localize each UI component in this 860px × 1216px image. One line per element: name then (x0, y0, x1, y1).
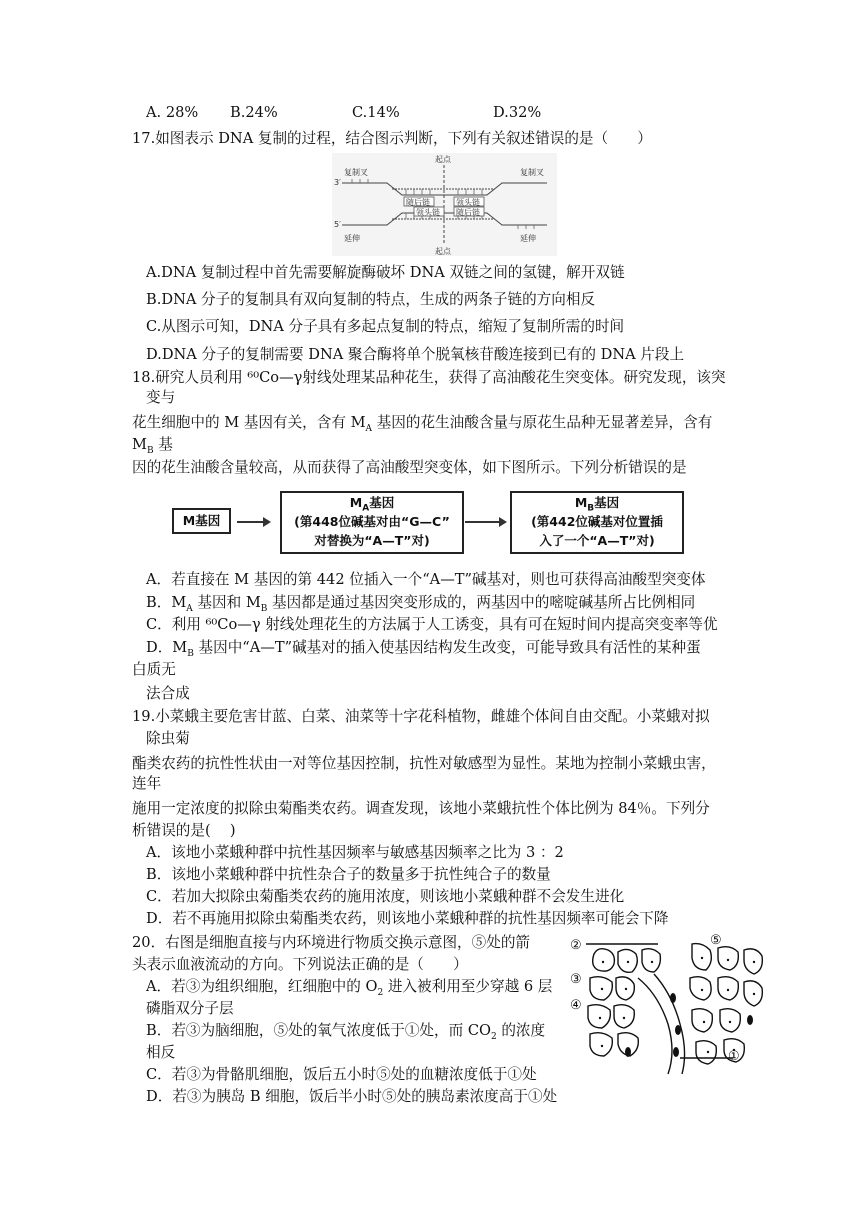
flow-arrow-1 (237, 521, 269, 523)
q18-stem-line2 (132, 414, 712, 432)
q16-option-d: D.32% (493, 104, 542, 121)
fork-right-label: 复制叉 (520, 168, 544, 177)
ma-gene-box (280, 491, 464, 554)
q20-option-c: C．若③为骨骼肌细胞，饭后五小时⑤处的血糖浓度低于①处 (146, 1066, 537, 1083)
q20-stem-line1: 20．右图是细胞直接与内环境进行物质交换示意图，⑤处的箭 (132, 934, 531, 951)
q17-stem: 17.如图表示 DNA 复制的过程，结合图示判断，下列有关叙述错误的是（ ） (132, 130, 652, 147)
q18-line2-text: 花生细胞中的 M 基因有关，含有 M (132, 414, 366, 431)
q20-option-a-line2: 磷脂双分子层 (146, 1000, 234, 1017)
fork-left-label: 复制叉 (344, 168, 368, 177)
q18-option-b: B．$M_A$ 基因和 $M_B$ 基因都是通过基因突变形成的，两基因中的嘧啶碱基所占比例相同 (146, 594, 696, 614)
fig-label-4: ④ (570, 998, 582, 1013)
leading-strand-label-1: 领头链 (456, 198, 480, 207)
fig-label-2: ② (570, 938, 582, 953)
tissue-exchange-figure (568, 934, 768, 1076)
q18-option-c: C．利用 ⁶⁰Co—γ 射线处理花生的方法属于人工诱变，具有可在短时间内提高突变率等优 (146, 616, 718, 633)
q20-stem-line2: 头表示血液流动的方向。下列说法正确的是（ ） (132, 956, 468, 973)
q20-option-b: B．若③为脑细胞，⑤处的氧气浓度低于①处，而 $CO_2$ 的浓度 (146, 1022, 546, 1042)
q19-stem-line2b: 连年 (132, 775, 162, 792)
mb-gene-desc-2: 入了一个“A—T”对) (539, 533, 655, 548)
origin-bottom-label: 起点 (435, 247, 451, 256)
ma-gene-desc-1: (第448位碱基对由“G—C” (294, 514, 450, 529)
q17-option-c: C.从图示可知，DNA 分子具有多起点复制的特点，缩短了复制所需的时间 (146, 318, 625, 335)
mb-gene-title: $M_B$基因 (574, 495, 620, 514)
end-5-label: 5′ (334, 220, 341, 229)
q18-stem-line1: 18.研究人员利用 ⁶⁰Co—γ射线处理某品种花生，获得了高油酸花生突变体。研究发现，该突 (132, 369, 726, 386)
m-gene-box (172, 508, 231, 534)
lagging-strand-label-2: 随后链 (456, 208, 480, 217)
q19-stem-line1: 19.小菜蛾主要危害甘蓝、白菜、油菜等十字花科植物，雌雄个体间自由交配。小菜蛾对拟 (132, 708, 710, 725)
q19-option-c: C．若加大拟除虫菊酯类农药的施用浓度，则该地小菜蛾种群不会发生进化 (146, 888, 625, 905)
q20-option-a: A．若③为组织细胞，红细胞中的 $O_2$ 进入被利用至少穿越 6 层 (146, 978, 553, 998)
q16-option-b: B.24% (230, 104, 278, 121)
q20-option-b-line2: 相反 (146, 1044, 176, 1061)
origin-top-label: 起点 (435, 155, 451, 164)
mb-gene-box (510, 491, 684, 554)
m-gene-label: M基因 (182, 513, 221, 528)
q17-option-d: D.DNA 分子的复制需要 DNA 聚合酶将单个脱氧核苷酸连接到已有的 DNA 片段上 (146, 346, 685, 363)
q19-option-a: A．该地小菜蛾种群中抗性基因频率与敏感基因频率之比为 3 ：2 (146, 844, 564, 861)
extend-right-label: 延伸 (520, 234, 536, 243)
ma-gene-title: $M_A$基因 (349, 495, 395, 514)
q19-stem-line1b: 除虫菊 (146, 730, 190, 747)
q18-option-d-line3: 法合成 (146, 685, 190, 702)
q19-stem-line2: 酯类农药的抗性性状由一对等位基因控制，抗性对敏感型为显性。某地为控制小菜蛾虫害， (132, 755, 716, 772)
mb-gene-desc-1: (第442位碱基对位置插 (531, 514, 663, 529)
q17-option-a: A.DNA 复制过程中首先需要解旋酶破坏 DNA 双链之间的氢键，解开双链 (146, 264, 625, 281)
q19-stem-line3: 施用一定浓度的拟除虫菊酯类农药。调查发现，该地小菜蛾抗性个体比例为 84％。下列分 (132, 800, 710, 817)
q18-option-d-line2: 白质无 (132, 661, 176, 678)
q18-option-a: A．若直接在 M 基因的第 442 位插入一个“A—T”碱基对，则也可获得高油酸型突变体 (146, 571, 706, 588)
lagging-strand-label-1: 随后链 (406, 198, 430, 207)
q18-line2-sub: A (365, 423, 373, 434)
q18-line2b-text: M (132, 436, 147, 453)
q18-stem-line2b (132, 436, 173, 454)
q18-line2b-sub: B (146, 445, 154, 456)
q19-option-b: B．该地小菜蛾种群中抗性杂合子的数量多于抗性纯合子的数量 (146, 866, 551, 883)
end-3-label: 3′ (334, 178, 341, 187)
extend-left-label: 延伸 (344, 234, 360, 243)
q18-line2-rest: 基因的花生油酸含量与原花生品种无显著差异，含有 (372, 414, 713, 431)
q16-option-c: C.14% (352, 104, 400, 121)
fig-label-1: ① (728, 1049, 740, 1064)
q18-line2b-rest: 基 (153, 436, 173, 453)
dna-replication-figure (332, 153, 557, 256)
fig-label-3: ③ (570, 972, 582, 987)
q20-option-d: D．若③为胰岛 B 细胞，饭后半小时⑤处的胰岛素浓度高于①处 (146, 1088, 558, 1105)
fig-label-5: ⑤ (710, 933, 722, 948)
q18-stem-line1b: 变与 (146, 389, 176, 406)
q19-option-d: D．若不再施用拟除虫菊酯类农药，则该地小菜蛾种群的抗性基因频率可能会下降 (146, 910, 669, 927)
q16-option-a: A. 28% (146, 104, 199, 121)
q19-stem-line4: 析错误的是( ) (132, 822, 236, 839)
q17-option-b: B.DNA 分子的复制具有双向复制的特点，生成的两条子链的方向相反 (146, 291, 596, 308)
leading-strand-label-2: 领头链 (416, 208, 440, 217)
ma-gene-desc-2: 对替换为“A—T”对) (314, 533, 430, 548)
flow-arrow-2 (465, 521, 505, 523)
q18-option-d: D．$M_B$ 基因中“A—T”碱基对的插入使基因结构发生改变，可能导致具有活性的某种蛋 (146, 639, 701, 659)
q18-stem-line3: 因的花生油酸含量较高，从而获得了高油酸型突变体，如下图所示。下列分析错误的是 (132, 459, 687, 476)
